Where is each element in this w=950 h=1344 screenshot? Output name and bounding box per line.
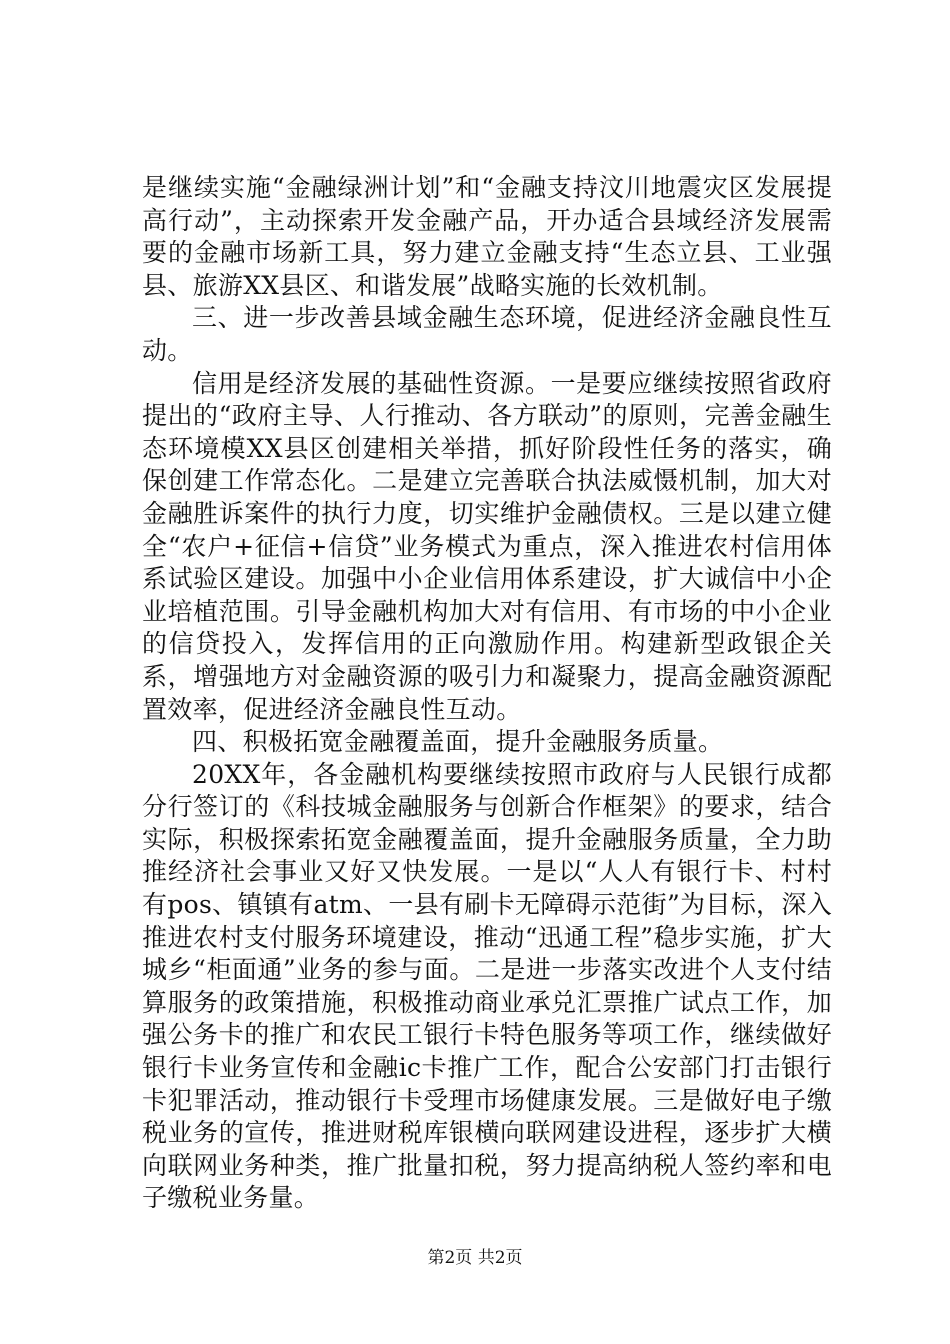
section-heading-four: 四、积极拓宽金融覆盖面，提升金融服务质量。 (192, 727, 724, 757)
paragraph-continuation: 是继续实施“金融绿洲计划”和“金融支持汶川地震灾区发展提高行动”，主动探索开发金融产品，开办适合县域经济发展需要的金融市场新工具，努力建立金融支持“生态立县、工业强县、旅游XX县区、和谐发展”战略实施的长效机制。 (142, 173, 832, 300)
paragraph-financial-services: 20XX年，各金融机构要继续按照市政府与人民银行成都分行签订的《科技城金融服务与创新合作框架》的要求，结合实际，积极探索拓宽金融覆盖面，提升金融服务质量，全力助推经济社会事业又好又快发展。一是以“人人有银行卡、村村有pos、镇镇有atm、一县有刷卡无障碍示范街”为目标，深入推进农村支付服务环境建设，推动“迅通工程”稳步实施，扩大城乡“柜面通”业务的参与面。二是进一步落实改进个人支付结算服务的政策措施，积极推动商业承兑汇票推广试点工作，加强公务卡的推广和农民工银行卡特色服务等项工作，继续做好银行卡业务宣传和金融ic卡推广工作，配合公安部门打击银行卡犯罪活动，推动银行卡受理市场健康发展。三是做好电子缴税业务的宣传，推进财税库银横向联网建设进程，逐步扩大横向联网业务种类，推广批量扣税，努力提高纳税人签约率和电子缴税业务量。 (142, 759, 832, 1213)
section-heading-three: 三、进一步改善县域金融生态环境，促进经济金融良性互动。 (142, 303, 832, 365)
paragraph-credit: 信用是经济发展的基础性资源。一是要应继续按照省政府提出的“政府主导、人行推动、各方联动”的原则，完善金融生态环境模XX县区创建相关举措，抓好阶段性任务的落实，确保创建工作常态化。二是建立完善联合执法威慑机制，加大对金融胜诉案件的执行力度，切实维护金融债权。三是以建立健全“农户+征信+信贷”业务模式为重点，深入推进农村信用体系试验区建设。加强中小企业信用体系建设，扩大诚信中小企业培植范围。引导金融机构加大对有信用、有市场的中小企业的信贷投入，发挥信用的正向激励作用。构建新型政银企关系，增强地方对金融资源的吸引力和凝聚力，提高金融资源配置效率，促进经济金融良性互动。 (142, 368, 832, 724)
document-body (142, 172, 832, 1215)
page-number-footer: 第2页 共2页 (427, 1248, 523, 1268)
